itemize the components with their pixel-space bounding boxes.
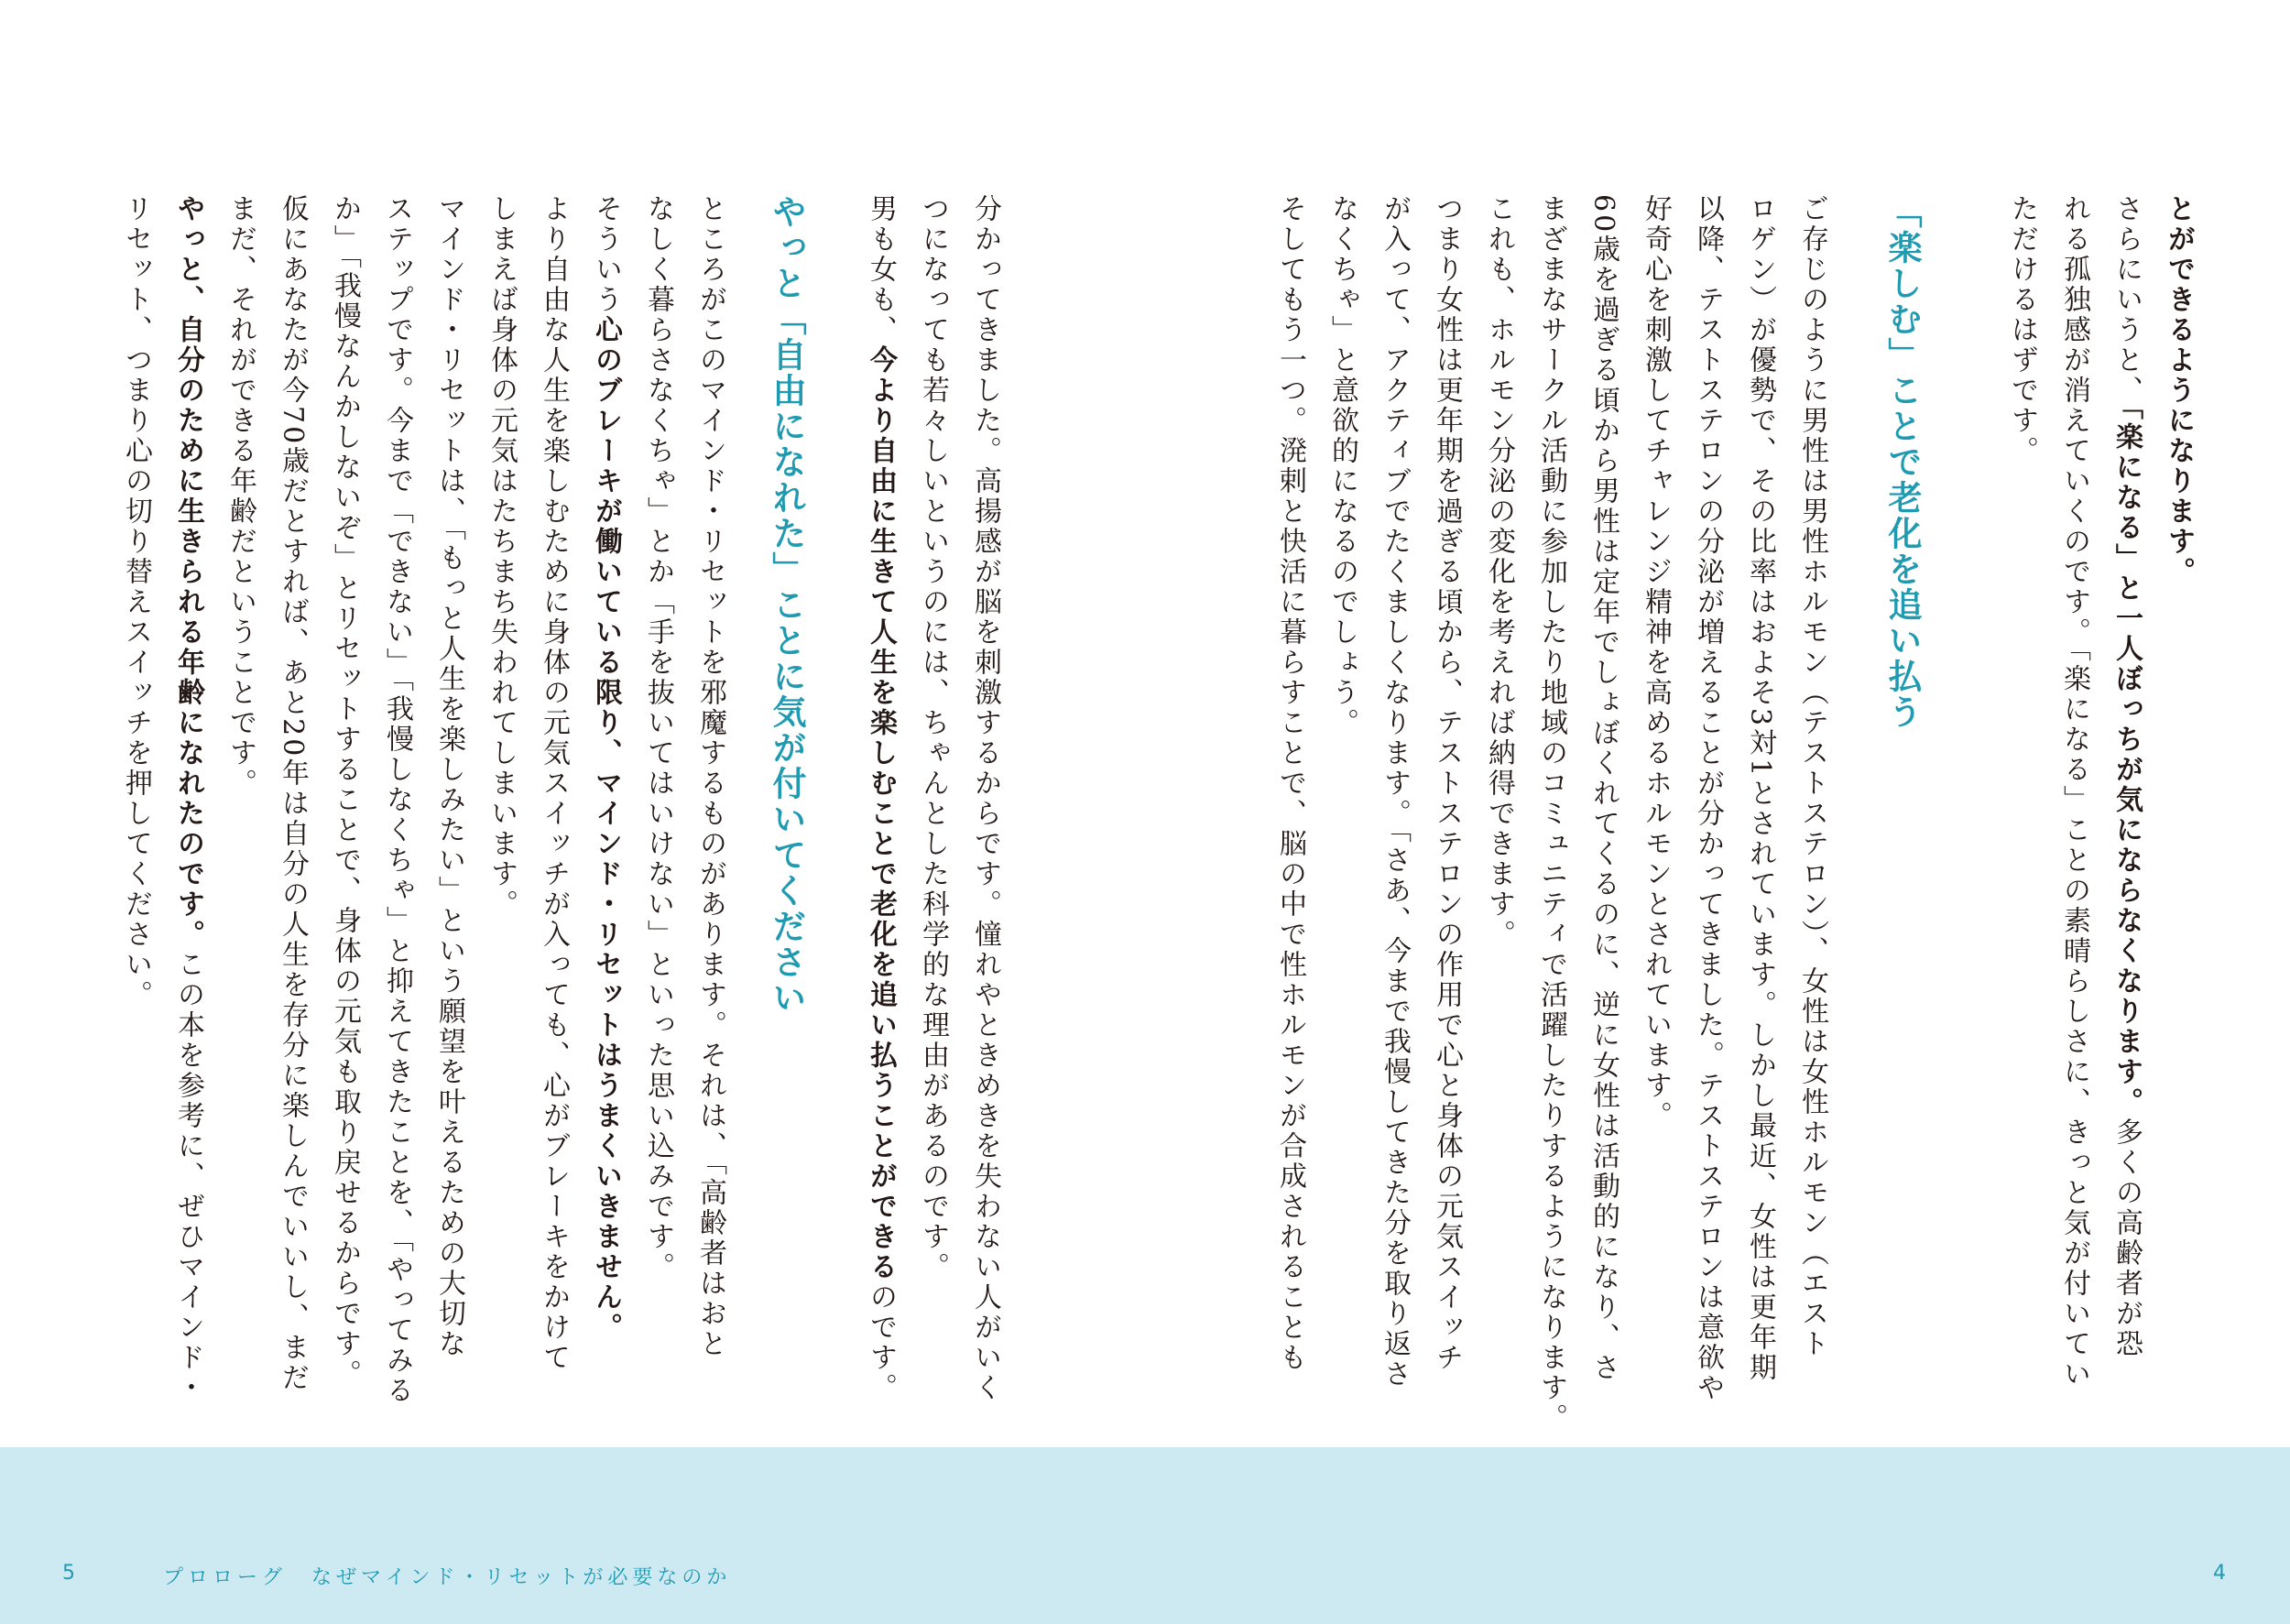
text-segment: これも、ホルモン分泌の変化を考えれば納得できます。 bbox=[1483, 194, 1515, 950]
text-segment: まざまなサークル活動に参加したり地域のコミュニティで活躍したりするようになります。 bbox=[1535, 194, 1567, 1433]
text-segment: なしく暮らさなくちゃ」とか「手を抜いてはいけない」といった思い込みです。 bbox=[642, 194, 674, 1282]
bold-text-segment: 「楽になる」と一人ぼっちが気にならなくなります。 bbox=[2110, 406, 2143, 1117]
text-segment: そういう bbox=[590, 194, 622, 315]
body-column bbox=[1640, 194, 1672, 1131]
body-column bbox=[1274, 194, 1306, 1373]
body-column bbox=[435, 194, 463, 1359]
text-segment: のです。 bbox=[865, 1282, 897, 1403]
bold-text-segment: とができるようになります。 bbox=[2163, 194, 2195, 587]
body-column bbox=[1483, 194, 1515, 950]
body-column bbox=[590, 194, 622, 1343]
body-column bbox=[120, 194, 152, 1010]
text-segment: 分かってきました。高揚感が脳を刺激するからです。憧れやときめきを失わない人がいく bbox=[969, 194, 1001, 1403]
body-column bbox=[226, 194, 254, 799]
text-segment: つまり女性は更年期を過ぎる頃から、テストステロンの作用で心と身体の元気スイッチ bbox=[1431, 194, 1463, 1373]
right-page-number: 4 bbox=[2213, 1562, 2230, 1585]
text-segment: ただけるはずです。 bbox=[2006, 194, 2038, 466]
text-segment: ご存じのように男性は男性ホルモン（テストステロン）、女性は女性ホルモン（エスト bbox=[1796, 194, 1828, 1359]
text-segment: より自由な人生を楽しむために身体の元気スイッチが入っても、心がブレーキをかけて bbox=[538, 194, 570, 1373]
body-column bbox=[696, 194, 724, 1359]
body-column bbox=[1431, 194, 1463, 1373]
body-column bbox=[2060, 194, 2088, 1390]
body-column bbox=[1798, 194, 1826, 1359]
footer-band bbox=[0, 1447, 2290, 1624]
text-segment: 多くの高齢者が恐 bbox=[2110, 1117, 2143, 1359]
text-segment: リセット、つまり心の切り替えスイッチを押してください。 bbox=[120, 194, 152, 1010]
text-segment: れる孤独感が消えていくのです。「楽になる」ことの素晴らしさに、きっと気が付いてい bbox=[2058, 194, 2090, 1390]
body-column bbox=[969, 194, 1001, 1403]
body-column bbox=[865, 194, 897, 1403]
text-segment: か」「我慢なんかしないぞ」とリセットすることで、身体の元気も取り戻せるからです。 bbox=[329, 194, 361, 1390]
body-column bbox=[329, 194, 361, 1390]
body-column bbox=[2006, 194, 2038, 466]
body-column bbox=[917, 194, 949, 1282]
left-page-number: 5 bbox=[62, 1562, 80, 1585]
text-segment: 60歳を過ぎる頃から男性は定年でしょぼくれてくるのに、逆に女性は活動的になり、さ bbox=[1587, 194, 1619, 1384]
text-segment: そしてもう一つ。溌剌と快活に暮らすことで、脳の中で性ホルモンが合成されることも bbox=[1274, 194, 1306, 1373]
body-column bbox=[642, 194, 674, 1282]
body-column bbox=[1379, 194, 1411, 1390]
body-column bbox=[485, 194, 518, 920]
body-column bbox=[538, 194, 570, 1373]
section-heading: やっと「自由になれた」ことに気が付いてください bbox=[767, 194, 806, 1016]
body-column bbox=[1589, 194, 1617, 1383]
text-segment: 男も女も、 bbox=[865, 194, 897, 345]
text-segment: ステップです。今まで「できない」「我慢しなくちゃ」と抑えてきたことを、「やってみる bbox=[381, 194, 413, 1406]
text-segment: なくちゃ」と意欲的になるのでしょう。 bbox=[1326, 194, 1358, 738]
bold-text-segment: 心のブレーキが働いている限り、マインド・リセットはうまくいきません。 bbox=[590, 315, 622, 1343]
body-column bbox=[1692, 194, 1724, 1403]
body-column bbox=[2110, 194, 2143, 1359]
body-column bbox=[1328, 194, 1356, 738]
text-segment: ロゲン）が優勢で、その比率はおよそ3対1とされています。しかし最近、女性は更年期 bbox=[1744, 194, 1776, 1384]
body-column bbox=[381, 194, 413, 1406]
body-column bbox=[1537, 194, 1565, 1433]
text-segment: 好奇心を刺激してチャレンジ精神を高めるホルモンとされています。 bbox=[1640, 194, 1672, 1131]
running-title: プロローグ なぜマインド・リセットが必要なのか bbox=[163, 1566, 732, 1589]
text-segment: まだ、それができる年齢だということです。 bbox=[224, 194, 256, 799]
bold-text-segment: 今より自由に生きて人生を楽しむことで老化を追い払うことができる bbox=[865, 345, 897, 1282]
section-heading: 「楽しむ」ことで老化を追い払う bbox=[1882, 194, 1922, 730]
bold-text-segment: やっと、自分のために生きられる年齢になれたのです。 bbox=[172, 194, 204, 950]
body-column bbox=[1744, 194, 1776, 1384]
text-segment: しまえば身体の元気はたちまち失われてしまいます。 bbox=[485, 194, 518, 920]
text-segment: 仮にあなたが今70歳だとすれば、あと20年は自分の人生を存分に楽しんでいいし、まだ bbox=[277, 194, 309, 1394]
text-segment: この本を参考に、ぜひマインド・ bbox=[172, 950, 204, 1403]
body-column bbox=[2163, 194, 2195, 587]
body-column bbox=[277, 194, 309, 1394]
body-column bbox=[174, 194, 202, 1403]
text-segment: マインド・リセットは、「もっと人生を楽しみたい」という願望を叶えるための大切な bbox=[433, 194, 465, 1359]
text-segment: が入って、アクティブでたくましくなります。「さあ、今まで我慢してきた分を取り返さ bbox=[1379, 194, 1411, 1390]
text-segment: ところがこのマインド・リセットを邪魔するものがあります。それは、「高齢者はおと bbox=[694, 194, 726, 1359]
text-segment: 以降、テストステロンの分泌が増えることが分かってきました。テストステロンは意欲や bbox=[1692, 194, 1724, 1403]
text-segment: つになっても若々しいというのには、ちゃんとした科学的な理由があるのです。 bbox=[917, 194, 949, 1282]
text-segment: さらにいうと、 bbox=[2110, 194, 2143, 406]
